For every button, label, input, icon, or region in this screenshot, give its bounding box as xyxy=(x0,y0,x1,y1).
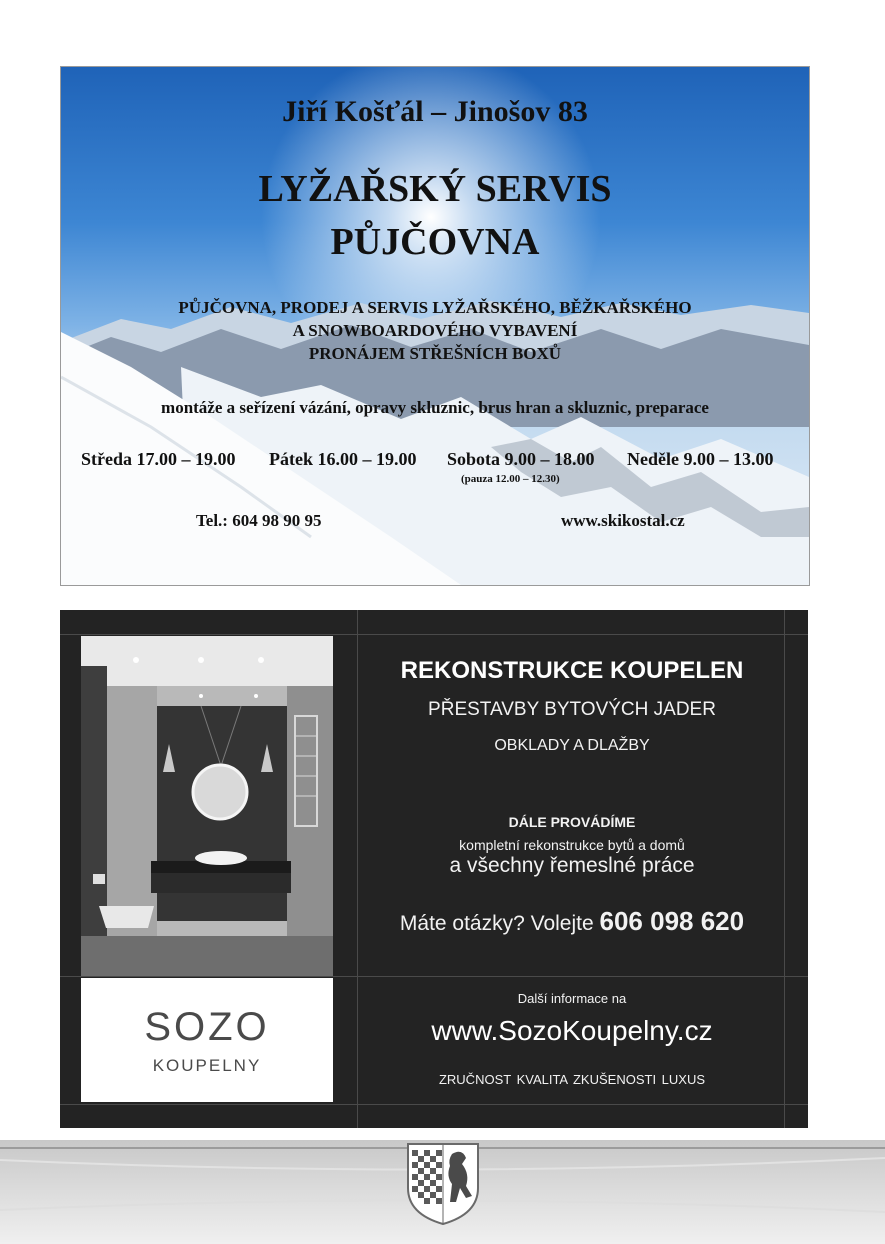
municipal-coat-of-arms-icon xyxy=(408,1144,478,1224)
ski-service-ad xyxy=(60,66,810,586)
bathroom-renovation-ad xyxy=(60,610,808,1128)
crop-guide xyxy=(357,610,358,1128)
services-tasks: montáže a seřízení vázání, opravy skluznic, brus hran a skluznic, preparace xyxy=(161,398,709,417)
logo-subtitle: KOUPELNY xyxy=(152,1056,262,1075)
services-line-1: PŮJČOVNA, PRODEJ A SERVIS LYŽAŘSKÉHO, BĚŽKAŘSKÉHO xyxy=(178,298,692,317)
renovation-title: REKONSTRUKCE KOUPELEN xyxy=(400,657,744,684)
services-line-3: PRONÁJEM STŘEŠNÍCH BOXŮ xyxy=(308,344,562,363)
owner-heading: Jiří Košťál – Jinošov 83 xyxy=(282,95,588,128)
crop-guide xyxy=(60,976,808,977)
further-services-heading: DÁLE PROVÁDÍME xyxy=(508,814,636,830)
left-dark-wall xyxy=(81,666,107,976)
crop-guide xyxy=(60,1104,808,1105)
ski-service-title: LYŽAŘSKÝ SERVIS xyxy=(258,168,612,210)
question-text: Máte otázky? Volejte xyxy=(399,912,600,935)
hours-wednesday: Středa 17.00 – 19.00 xyxy=(81,449,236,469)
ski-website: www.skikostal.cz xyxy=(561,511,685,530)
crop-guide xyxy=(784,610,785,1128)
renovation-website: www.SozoKoupelny.cz xyxy=(431,1015,713,1046)
renovation-line-3: OBKLADY A DLAŽBY xyxy=(494,737,650,754)
vessel-sink xyxy=(195,851,247,865)
wall-toilet xyxy=(99,906,154,928)
bathroom-photo xyxy=(81,636,333,976)
hours-sunday: Neděle 9.00 – 13.00 xyxy=(627,449,774,469)
ceiling xyxy=(81,636,333,686)
hours-pause-note: (pauza 12.00 – 12.30) xyxy=(461,473,560,485)
right-wall xyxy=(287,686,333,976)
rental-title: PŮJČOVNA xyxy=(330,221,540,263)
logo-wordmark: SOZO xyxy=(144,1005,270,1049)
further-services-line-2: a všechny řemeslné práce xyxy=(449,854,695,877)
call-to-action xyxy=(360,906,784,937)
floor xyxy=(81,936,333,976)
services-line-2: A SNOWBOARDOVÉHO VYBAVENÍ xyxy=(292,321,578,340)
renovation-line-2: PŘESTAVBY BYTOVÝCH JADER xyxy=(428,699,716,720)
more-info-label: Další informace na xyxy=(517,991,627,1006)
company-values: ZRUČNOST KVALITA ZKUŠENOSTI LUXUS xyxy=(438,1072,706,1087)
crop-guide xyxy=(60,634,808,635)
hours-saturday: Sobota 9.00 – 18.00 xyxy=(447,449,595,469)
sozo-logo xyxy=(81,978,333,1102)
renovation-phone: 606 098 620 xyxy=(599,906,745,936)
hours-friday: Pátek 16.00 – 19.00 xyxy=(269,449,417,469)
ski-phone: Tel.: 604 98 90 95 xyxy=(196,511,322,530)
page-footer xyxy=(0,1140,885,1244)
round-mirror xyxy=(193,765,247,819)
further-services-line-1: kompletní rekonstrukce bytů a domů xyxy=(459,837,685,853)
